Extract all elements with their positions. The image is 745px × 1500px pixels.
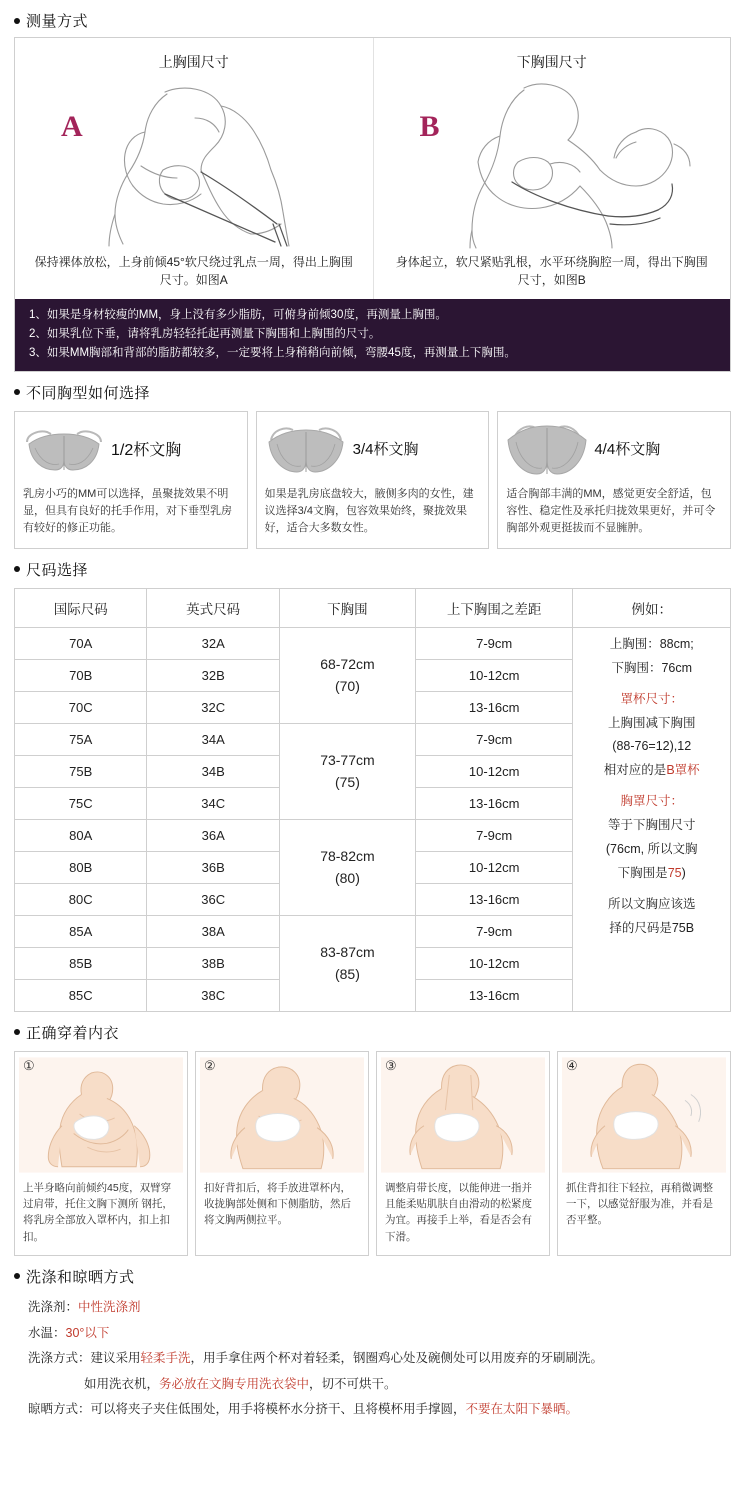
example-line-5-hl: B罩杯 — [666, 763, 700, 778]
care-temp-label: 水温： — [28, 1325, 66, 1340]
step-desc-3: 调整肩带长度，以能伸进一指并且能柔贴肌肤自由滑动的松紧度为宜。再接手上举，看是否会有下滑。 — [385, 1181, 532, 1243]
example-line-8-hl: 75 — [667, 865, 682, 880]
step-number-1: ① — [23, 1057, 35, 1073]
cell-uk: 36A — [147, 819, 279, 851]
wear-step-1-icon — [19, 1056, 183, 1174]
figure-upper-bust — [15, 74, 373, 249]
section-title-care: 洗涤和晾晒方式 — [26, 1268, 135, 1286]
care-detergent-line — [28, 1295, 731, 1321]
band-range-80: 78-82cm — [320, 848, 375, 865]
care-dry-rest: 可以将夹子夹住低围处，用手将模杯水分挤干、且将模杯用手撑圆， — [90, 1402, 466, 1417]
cell-intl: 85B — [15, 947, 147, 979]
cell-diff: 13-16cm — [415, 691, 573, 723]
step-number-4: ④ — [566, 1057, 578, 1073]
cell-intl: 70B — [15, 659, 147, 691]
bra-three-quarter-cup-icon — [263, 420, 349, 478]
figure-letter-a: A — [61, 110, 83, 143]
band-range-70: 68-72cm — [320, 656, 375, 673]
bra-full-cup-icon — [504, 420, 590, 478]
step-desc-4: 抓住背扣往下轻拉，再稍微调整一下，以感觉舒服为准，并看是否平整。 — [566, 1181, 713, 1227]
example-line-7: (76cm, 所以文胸 — [605, 841, 698, 856]
example-cell — [573, 627, 731, 1011]
band-sub-70: (70) — [334, 678, 360, 695]
cell-intl: 85C — [15, 979, 147, 1011]
care-machine-pre: 如用洗衣机， — [84, 1376, 160, 1391]
example-line-5-pre: 相对应的是 — [603, 763, 667, 778]
band-sub-75: (75) — [334, 774, 360, 791]
care-dry-line — [28, 1397, 731, 1423]
cell-uk: 32C — [147, 691, 279, 723]
cell-band-85 — [279, 915, 415, 1011]
step-card-3 — [376, 1051, 550, 1256]
cell-diff: 10-12cm — [415, 755, 573, 787]
care-wash-highlight: 轻柔手洗 — [140, 1351, 191, 1366]
cup-card-three-quarter — [256, 411, 490, 549]
cell-diff: 7-9cm — [415, 915, 573, 947]
cell-band-75 — [279, 723, 415, 819]
band-range-85: 83-87cm — [320, 944, 375, 961]
cell-band-70 — [279, 627, 415, 723]
step-illustration-1 — [19, 1056, 183, 1174]
section-title-size: 尺码选择 — [26, 561, 89, 579]
wear-step-4-icon — [562, 1056, 726, 1174]
cell-uk: 34C — [147, 787, 279, 819]
cell-diff: 10-12cm — [415, 851, 573, 883]
example-line-5 — [575, 760, 728, 782]
wearing-steps — [14, 1051, 731, 1256]
section-heading-care — [0, 1256, 745, 1293]
cell-intl: 85A — [15, 915, 147, 947]
cup-type-cards — [14, 411, 731, 549]
cell-intl: 80A — [15, 819, 147, 851]
step-desc-2: 扣好背扣后，将手放进罩杯内，收拢胸部处侧和下侧脂肪，然后将文胸两侧拉平。 — [204, 1181, 351, 1227]
care-temp-value: 30°以下 — [65, 1325, 110, 1340]
cell-intl: 70C — [15, 691, 147, 723]
cell-uk: 38C — [147, 979, 279, 1011]
step-number-2: ② — [204, 1057, 216, 1073]
step-card-2 — [195, 1051, 369, 1256]
band-sub-80: (80) — [334, 870, 360, 887]
cell-diff: 7-9cm — [415, 627, 573, 659]
cell-diff: 7-9cm — [415, 723, 573, 755]
measure-note-2: 2、如果乳位下垂，请将乳房轻轻托起再测量下胸围和上胸围的尺寸。 — [29, 327, 381, 340]
step-illustration-4 — [562, 1056, 726, 1174]
cell-intl: 70A — [15, 627, 147, 659]
care-detergent-value: 中性洗涤剂 — [78, 1299, 141, 1314]
example-line-9: 所以文胸应该选 — [607, 896, 696, 911]
care-dry-label: 晾晒方式： — [28, 1402, 91, 1417]
example-line-8-pre: 下胸围是 — [617, 865, 668, 880]
band-range-75: 73-77cm — [320, 752, 375, 769]
cell-uk: 32A — [147, 627, 279, 659]
cell-intl: 80C — [15, 883, 147, 915]
cell-intl: 75C — [15, 787, 147, 819]
cell-uk: 36B — [147, 851, 279, 883]
cell-diff: 13-16cm — [415, 787, 573, 819]
example-line-10-hl: 75B — [671, 920, 695, 935]
cell-diff: 13-16cm — [415, 883, 573, 915]
cell-intl: 75A — [15, 723, 147, 755]
cell-diff: 10-12cm — [415, 947, 573, 979]
care-temp-line — [28, 1321, 731, 1347]
size-table — [14, 588, 731, 1012]
care-wash-label: 洗涤方式：建议采用 — [28, 1351, 141, 1366]
cup-desc-half: 乳房小巧的MM可以选择，虽聚拢效果不明显，但具有良好的托手作用，对下垂型乳房有较好的修正功能。 — [23, 487, 232, 534]
cell-diff: 10-12cm — [415, 659, 573, 691]
step-desc-1: 上半身略向前倾约45度，双臂穿过肩带，托住文胸下测所 钢托，将乳房全部放入罩杯内，扣上扣扣。 — [23, 1181, 173, 1243]
example-line-1: 上胸围：88cm; — [609, 636, 694, 651]
cup-card-full — [497, 411, 731, 549]
example-heading-cup: 罩杯尺寸： — [620, 691, 683, 706]
example-line-10 — [575, 918, 728, 940]
example-line-8 — [575, 863, 728, 885]
measure-note-3: 3、如果MM胸部和背部的脂肪都较多，一定要将上身稍稍向前倾，弯腰45度，再测量上下胸围。 — [29, 346, 516, 359]
bullet-icon — [14, 389, 20, 395]
bullet-icon — [14, 1273, 20, 1279]
figure-under-bust — [374, 74, 731, 249]
measure-cell-under-bust — [373, 38, 731, 299]
cell-uk: 36C — [147, 883, 279, 915]
care-machine-line — [28, 1372, 731, 1398]
cup-desc-full: 适合胸部丰满的MM，感觉更安全舒适，包容性、稳定性及承托归拢效果更好，并可令胸部外观更挺拔而不显臃肿。 — [506, 487, 716, 534]
measure-caption-under: 身体起立，软尺紧贴乳根，水平环绕胸腔一周，得出下胸围尺寸，如图B — [395, 255, 708, 287]
measure-figures-row — [15, 38, 730, 299]
example-line-8-post: ) — [681, 865, 686, 880]
col-header-uk: 英式尺码 — [147, 588, 279, 627]
cup-top-three-quarter — [263, 418, 483, 480]
cell-uk: 38A — [147, 915, 279, 947]
step-card-1 — [14, 1051, 188, 1256]
cell-uk: 34B — [147, 755, 279, 787]
table-row — [15, 627, 731, 659]
care-dry-highlight: 不要在太阳下暴晒。 — [465, 1402, 579, 1417]
cup-label-full: 4/4杯文胸 — [594, 441, 661, 459]
step-illustration-2 — [200, 1056, 364, 1174]
care-machine-highlight: 务必放在文胸专用洗衣袋中 — [159, 1376, 310, 1391]
size-table-wrap — [14, 588, 731, 1012]
section-heading-cups — [0, 372, 745, 409]
figure-letter-b: B — [419, 110, 440, 143]
example-line-6: 等于下胸围尺寸 — [607, 818, 696, 833]
cell-diff: 7-9cm — [415, 819, 573, 851]
col-header-example: 例如： — [573, 588, 731, 627]
step-number-3: ③ — [385, 1057, 397, 1073]
bra-half-cup-icon — [21, 420, 107, 478]
care-wash-rest: ，用手拿住两个杯对着轻柔，钢圈鸡心处及碗侧处可以用废弃的牙刷刷洗。 — [190, 1351, 604, 1366]
cup-top-half — [21, 418, 241, 480]
measure-cell-upper-bust — [15, 38, 373, 299]
band-sub-85: (85) — [334, 966, 360, 983]
measure-title-upper: 上胸围尺寸 — [158, 54, 229, 70]
bullet-icon — [14, 1029, 20, 1035]
measure-caption-upper: 保持裸体放松，上身前倾45°软尺绕过乳点一周，得出上胸围尺寸。如图A — [34, 255, 353, 287]
cup-card-half — [14, 411, 248, 549]
example-line-4: (88-76=12),12 — [612, 739, 692, 754]
step-illustration-3 — [381, 1056, 545, 1174]
cell-uk: 32B — [147, 659, 279, 691]
cell-diff: 13-16cm — [415, 979, 573, 1011]
bullet-icon — [14, 18, 20, 24]
cell-band-80 — [279, 819, 415, 915]
measure-note-1: 1、如果是身材较瘦的MM，身上没有多少脂肪，可俯身前倾30度，再测量上胸围。 — [29, 309, 447, 321]
section-heading-wear — [0, 1012, 745, 1049]
bullet-icon — [14, 566, 20, 572]
section-title-measure: 测量方式 — [26, 13, 89, 30]
col-header-intl: 国际尺码 — [15, 588, 147, 627]
measure-box — [14, 37, 731, 372]
cell-intl: 80B — [15, 851, 147, 883]
care-detergent-label: 洗涤剂： — [28, 1299, 79, 1314]
care-machine-rest: ，切不可烘干。 — [309, 1376, 397, 1391]
section-heading-measure — [0, 0, 745, 37]
care-instructions — [0, 1293, 745, 1429]
care-wash-line — [28, 1346, 731, 1372]
col-header-underbust: 下胸围 — [279, 588, 415, 627]
size-table-header-row — [15, 588, 731, 627]
wear-step-2-icon — [200, 1056, 364, 1174]
measure-notes — [15, 299, 730, 371]
cell-uk: 38B — [147, 947, 279, 979]
measure-title-under: 下胸围尺寸 — [516, 54, 587, 70]
wear-step-3-icon — [381, 1056, 545, 1174]
example-heading-band: 胸罩尺寸： — [620, 794, 683, 809]
example-line-3: 上胸围减下胸围 — [607, 715, 696, 730]
cup-desc-three-quarter: 如果是乳房底盘较大，腋侧多肉的女性，建议选择3/4文胸，包容效果始终，聚拢效果好，适合大多数女性。 — [264, 487, 474, 534]
section-title-cups: 不同胸型如何选择 — [26, 384, 151, 402]
cup-label-half: 1/2杯文胸 — [111, 442, 182, 460]
cell-intl: 75B — [15, 755, 147, 787]
under-bust-illustration-icon — [374, 74, 745, 249]
section-heading-size — [0, 549, 745, 586]
col-header-diff: 上下胸围之差距 — [415, 588, 573, 627]
step-card-4 — [557, 1051, 731, 1256]
cup-top-full — [504, 418, 724, 480]
upper-bust-illustration-icon — [15, 74, 387, 249]
section-title-wear: 正确穿着内衣 — [26, 1024, 120, 1042]
cell-uk: 34A — [147, 723, 279, 755]
example-line-2: 下胸围：76cm — [611, 660, 693, 675]
example-line-10-pre: 择的尺码是 — [609, 920, 672, 935]
cup-label-three-quarter: 3/4杯文胸 — [352, 441, 419, 459]
